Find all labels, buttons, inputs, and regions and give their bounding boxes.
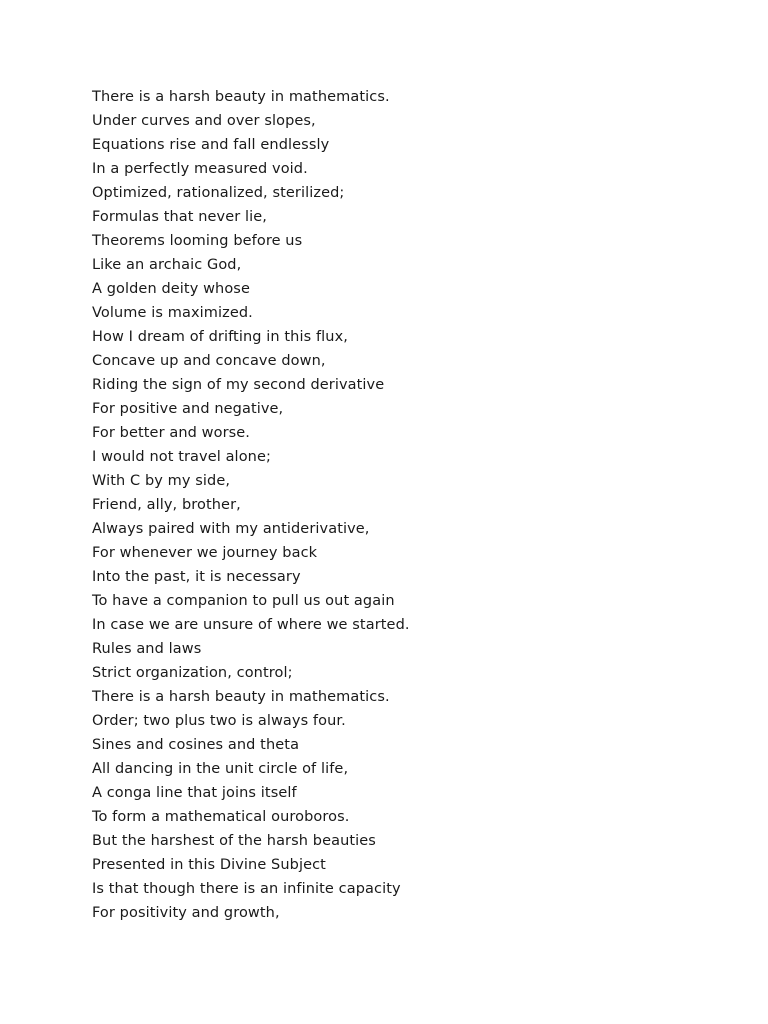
poem-line: But the harshest of the harsh beauties (92, 833, 376, 849)
poem-line: Order; two plus two is always four. (92, 713, 346, 729)
poem-line: In case we are unsure of where we started. (92, 617, 410, 633)
poem-line: To have a companion to pull us out again (92, 593, 395, 609)
poem-line: Is that though there is an infinite capacity (92, 881, 401, 897)
poem-line: A conga line that joins itself (92, 785, 297, 801)
poem-line: Strict organization, control; (92, 665, 293, 681)
poem-line: Rules and laws (92, 641, 202, 657)
poem-line: In a perfectly measured void. (92, 161, 308, 177)
poem-line: To form a mathematical ouroboros. (92, 809, 350, 825)
poem-line: Theorems looming before us (92, 233, 303, 249)
poem-line: Formulas that never lie, (92, 209, 268, 225)
poem-line: Sines and cosines and theta (92, 737, 300, 753)
poem-line: A golden deity whose (92, 281, 250, 297)
poem-line: Concave up and concave down, (92, 353, 326, 369)
poem-line: Under curves and over slopes, (92, 113, 316, 129)
poem-line: For whenever we journey back (92, 545, 318, 561)
poem-text (92, 85, 410, 925)
poem-line: Volume is maximized. (92, 305, 253, 321)
poem-line: There is a harsh beauty in mathematics. (92, 689, 390, 705)
poem-line: Friend, ally, brother, (92, 497, 241, 513)
poem-line: Presented in this Divine Subject (92, 857, 326, 873)
poem-line: Always paired with my antiderivative, (92, 521, 370, 537)
poem-line: Equations rise and fall endlessly (92, 137, 330, 153)
poem-line: With C by my side, (92, 473, 231, 489)
poem-line: I would not travel alone; (92, 449, 271, 465)
poem-line: There is a harsh beauty in mathematics. (92, 89, 390, 105)
poem-line: Riding the sign of my second derivative (92, 377, 385, 393)
poem-line: All dancing in the unit circle of life, (92, 761, 349, 777)
poem-line: Optimized, rationalized, sterilized; (92, 185, 345, 201)
poem-line: Like an archaic God, (92, 257, 242, 273)
poem-line: How I dream of drifting in this flux, (92, 329, 348, 345)
poem-line: Into the past, it is necessary (92, 569, 301, 585)
poem-line: For positive and negative, (92, 401, 284, 417)
poem-line: For better and worse. (92, 425, 251, 441)
poem-line: For positivity and growth, (92, 905, 280, 921)
